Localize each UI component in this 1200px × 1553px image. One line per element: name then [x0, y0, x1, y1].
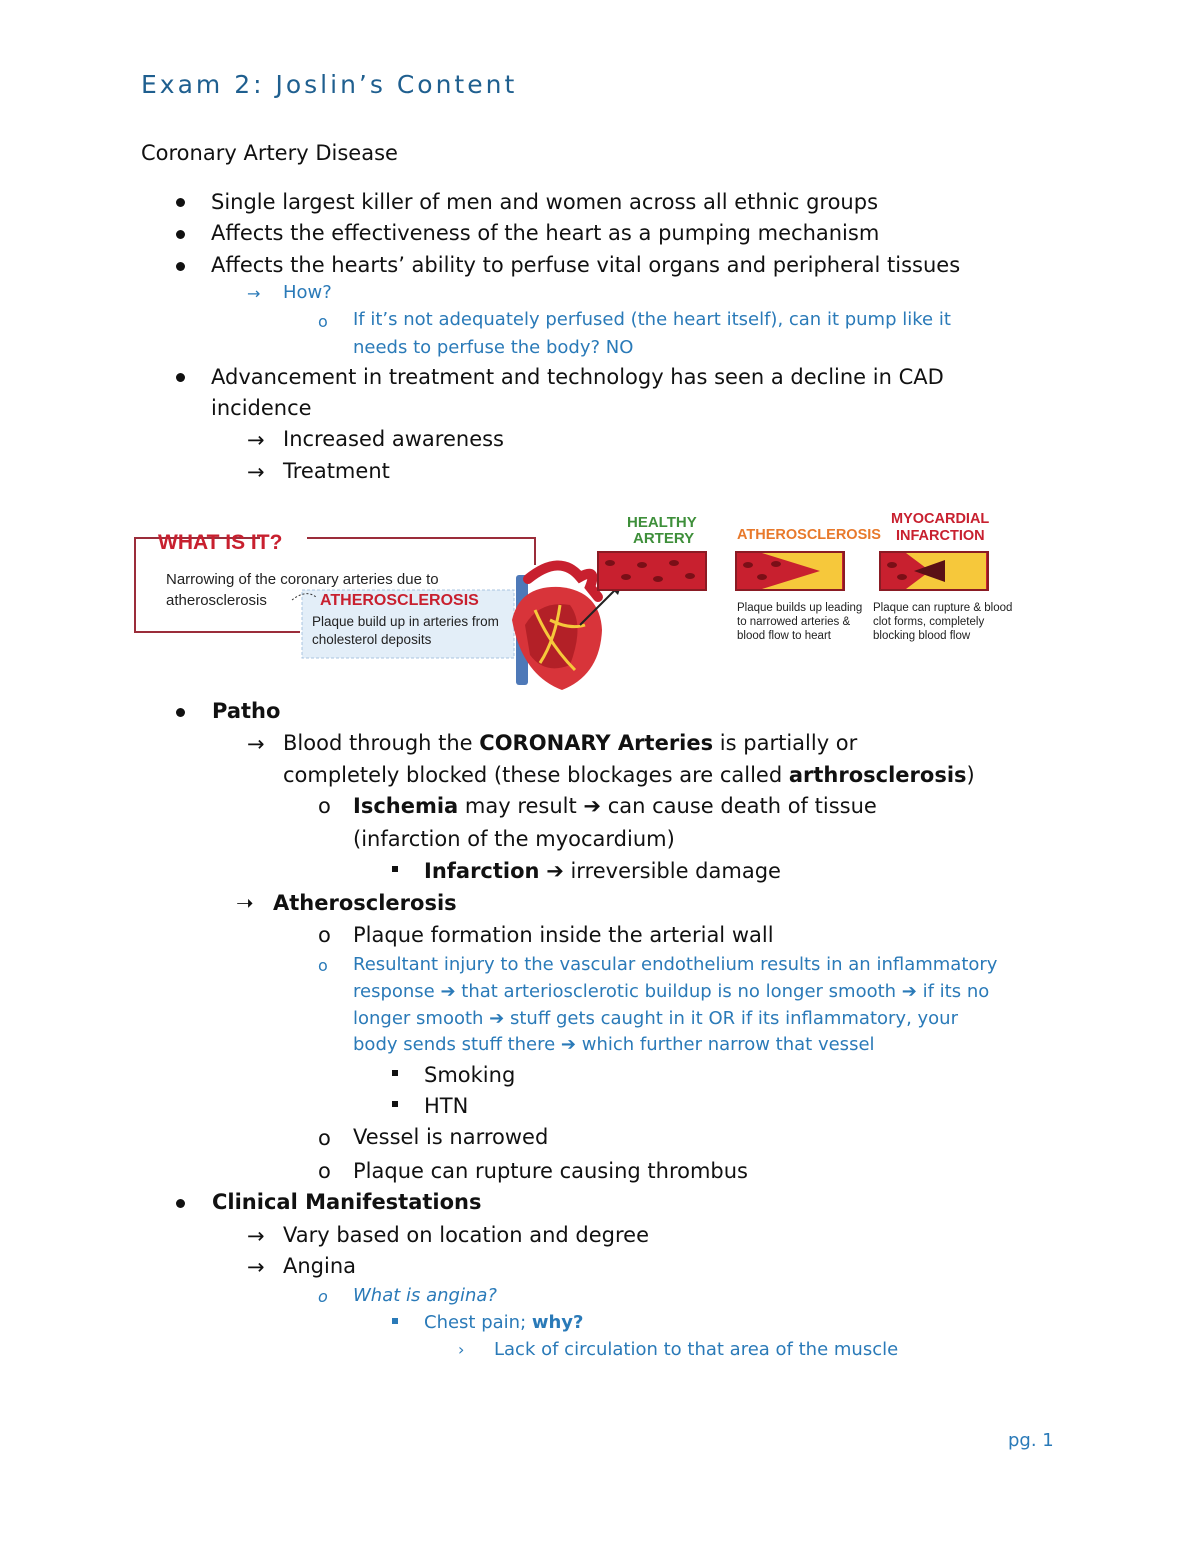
infarction-caption: Plaque can rupture & blood: [873, 602, 1013, 614]
atherosclerosis-callout-text: cholesterol deposits: [312, 632, 432, 647]
definition-line: atherosclerosis: [166, 592, 267, 609]
atherosclerosis-caption: to narrowed arteries &: [737, 616, 851, 628]
lack-of-circulation: Lack of circulation to that area of the muscle: [494, 1339, 899, 1360]
atherosclerosis-artery-icon: [736, 552, 844, 590]
square-bullet-icon: [392, 1101, 398, 1107]
advancement-text: Advancement in treatment and technology has seen a decline in CAD: [211, 365, 944, 389]
bullet-icon: [176, 708, 185, 717]
atherosclerosis-callout-text: Plaque build up in arteries from: [312, 614, 499, 629]
circle-bullet-icon: o: [318, 923, 331, 947]
resultant-text: Resultant injury to the vascular endothelium results in an inflammatory: [353, 954, 998, 975]
intro-bullet: Affects the effectiveness of the heart as a pumping mechanism: [211, 221, 880, 245]
atherosclerosis-label: Atherosclerosis: [273, 891, 457, 915]
infarction-caption: clot forms, completely: [873, 616, 985, 628]
what-is-angina: What is angina?: [353, 1285, 497, 1306]
how-answer: needs to perfuse the body? NO: [353, 337, 634, 358]
ischemia-line: Ischemia may result ➔ can cause death of tissue: [353, 794, 877, 818]
chest-pain: Chest pain; why?: [424, 1312, 584, 1333]
document-title: Exam 2: Joslin’s Content: [141, 70, 518, 99]
plaque-rupture: Plaque can rupture causing thrombus: [353, 1159, 749, 1183]
arrow-icon: →: [247, 1255, 265, 1279]
advancement-text: incidence: [211, 396, 312, 420]
intro-bullet: Affects the hearts’ ability to perfuse vital organs and peripheral tissues: [211, 253, 961, 277]
circle-bullet-icon: o: [318, 312, 328, 331]
bullet-icon: [176, 1199, 185, 1208]
bullet-icon: [176, 373, 185, 382]
healthy-artery-title: HEALTHY: [627, 514, 697, 531]
arrow-icon: →: [247, 1224, 265, 1248]
healthy-artery-icon: [598, 552, 706, 590]
heart-icon: [512, 565, 602, 690]
bold-arrow-icon: ➝: [236, 891, 254, 915]
circle-bullet-icon: o: [318, 794, 331, 818]
resultant-text: body sends stuff there ➔ which further narrow that vessel: [353, 1034, 875, 1055]
how-label: How?: [283, 282, 332, 303]
what-is-it-label: WHAT IS IT?: [158, 531, 283, 554]
myocardial-infarction-title: INFARCTION: [896, 528, 985, 544]
arrow-icon: →: [247, 732, 265, 756]
circle-bullet-icon: o: [318, 1159, 331, 1183]
bullet-icon: [176, 230, 185, 239]
advancement-sub: Increased awareness: [283, 427, 504, 451]
patho-blocked-line: completely blocked (these blockages are called arthrosclerosis): [283, 763, 975, 787]
infarction-artery-icon: [880, 552, 988, 590]
healthy-artery-title: ARTERY: [633, 530, 695, 547]
clinical-vary: Vary based on location and degree: [283, 1223, 650, 1247]
plaque-formation: Plaque formation inside the arterial wall: [353, 923, 774, 947]
bullet-icon: [176, 198, 185, 207]
arrow-icon: →: [247, 460, 265, 484]
infarction-line: Infarction ➔ irreversible damage: [424, 859, 781, 883]
resultant-text: longer smooth ➔ stuff gets caught in it OR if its inflammatory, your: [353, 1008, 958, 1029]
definition-line: Narrowing of the coronary arteries due to: [166, 571, 439, 588]
circle-bullet-icon: o: [318, 956, 328, 975]
cad-infographic: [130, 505, 1030, 695]
atherosclerosis-caption: Plaque builds up leading: [737, 602, 863, 614]
advancement-sub: Treatment: [283, 459, 390, 483]
square-bullet-icon: [392, 866, 398, 872]
intro-bullet: Single largest killer of men and women across all ethnic groups: [211, 190, 879, 214]
patho-label: Patho: [212, 699, 281, 723]
infarction-caption: blocking blood flow: [873, 630, 971, 642]
resultant-text: response ➔ that arteriosclerotic buildup is no longer smooth ➔ if its no: [353, 981, 990, 1002]
square-bullet-icon: [392, 1070, 398, 1076]
arrow-icon: →: [247, 428, 265, 452]
vessel-narrowed: Vessel is narrowed: [353, 1125, 549, 1149]
patho-blood-line: Blood through the CORONARY Arteries is partially or: [283, 731, 858, 755]
clinical-label: Clinical Manifestations: [212, 1190, 482, 1214]
chevron-bullet-icon: ›: [458, 1340, 465, 1359]
atherosclerosis-caption: blood flow to heart: [737, 630, 831, 642]
how-answer: If it’s not adequately perfused (the heart itself), can it pump like it: [353, 309, 951, 330]
page-number: pg. 1: [1008, 1430, 1054, 1451]
square-bullet-icon: [392, 1318, 398, 1324]
bullet-icon: [176, 262, 185, 271]
atherosclerosis-callout-title: ATHEROSCLEROSIS: [320, 592, 479, 609]
atherosclerosis-title: ATHEROSCLEROSIS: [737, 527, 881, 543]
myocardial-infarction-title: MYOCARDIAL: [891, 511, 990, 527]
section-heading: Coronary Artery Disease: [141, 141, 398, 165]
what-is-it-frame-right: [307, 538, 535, 565]
risk-factor: Smoking: [424, 1063, 516, 1087]
risk-factor: HTN: [424, 1094, 469, 1118]
circle-bullet-icon: o: [318, 1126, 331, 1150]
clinical-angina: Angina: [283, 1254, 357, 1278]
ischemia-line: (infarction of the myocardium): [353, 827, 675, 851]
circle-bullet-icon: o: [318, 1287, 328, 1306]
arrow-icon: →: [247, 284, 261, 303]
